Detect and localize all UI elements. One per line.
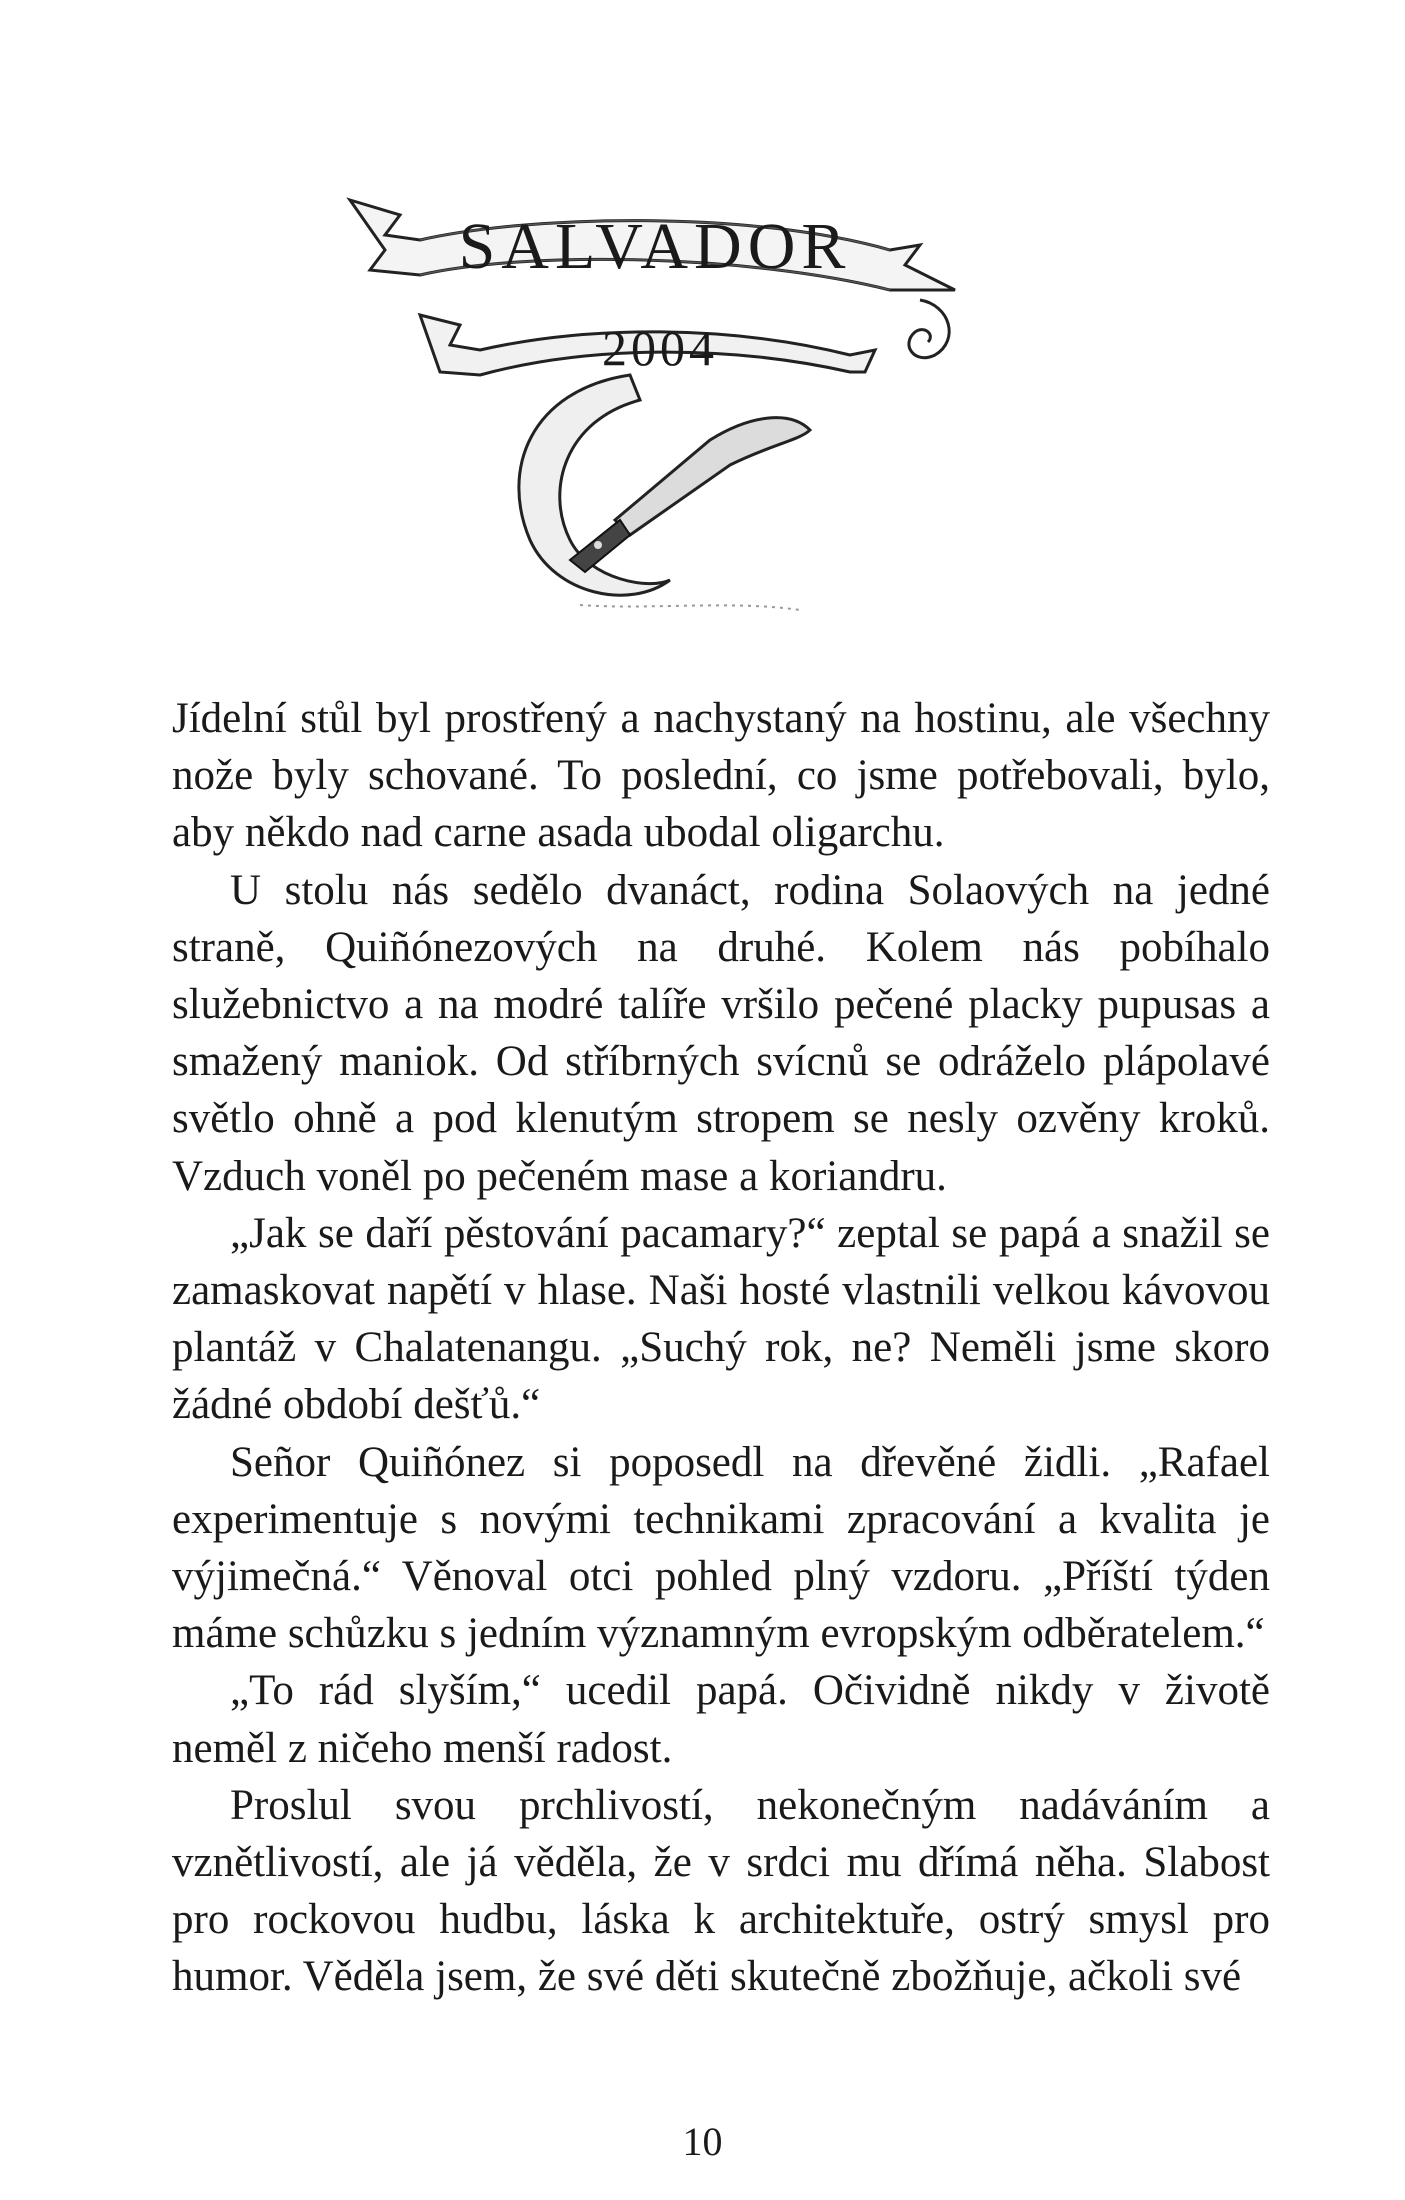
paragraph-4: Señor Quiñónez si poposedl na dřevěné židli. „Rafael experimentuje s novými technikami zpracování a kvalita je výjimečná.“ Věnoval otci pohled plný vzdoru. „Příští týden máme schůzku s jedním významným evropským odběratelem.“ (172, 1438, 1270, 1658)
page-number: 10 (682, 2119, 723, 2164)
paragraph-6: Proslul svou prchlivostí, nekonečným nadáváním a vznětlivostí, ale já věděla, že v srdci mu dřímá něha. Slabost pro rockovou hudbu, láska k architektuře, ostrý smysl pro humor. Věděla jsem, že své děti skutečně zbožňuje, ačkoli své (172, 1781, 1270, 2001)
ribbon-banner-with-machete-icon (330, 140, 970, 620)
banner-title: SALVADOR (458, 210, 852, 283)
paragraph-2: U stolu nás sedělo dvanáct, rodina Solaových na jedné straně, Quiñónezových na druhé. Kolem nás pobíhalo služebnictvo a na modré talíře vršilo pečené placky pupusas a smažený maniok. Od stříbrných svícnů se odráželo plápolavé světlo ohně a pod klenutým stropem se nesly ozvěny kroků. Vzduch voněl po pečeném mase a koriandru. (172, 866, 1270, 1200)
paragraph-1: Jídelní stůl byl prostřený a nachystaný na hostinu, ale všechny nože byly schované. To poslední, co jsme potřebovali, bylo, aby někdo nad carne asada ubodal oligarchu. (172, 695, 1270, 857)
paragraph-3: „Jak se daří pěstování pacamary?“ zeptal se papá a snažil se zamaskovat napětí v hlase. Naši hosté vlastnili velkou kávovou plantáž v Chalatenangu. „Suchý rok, ne? Neměli jsme skoro žádné období dešťů.“ (172, 1209, 1270, 1429)
chapter-header-ornament (330, 140, 970, 620)
banner-year: 2004 (602, 320, 718, 376)
chapter-body (172, 690, 1270, 2006)
paragraph-5: „To rád slyším,“ ucedil papá. Očividně nikdy v životě neměl z ničeho menší radost. (172, 1667, 1270, 1772)
